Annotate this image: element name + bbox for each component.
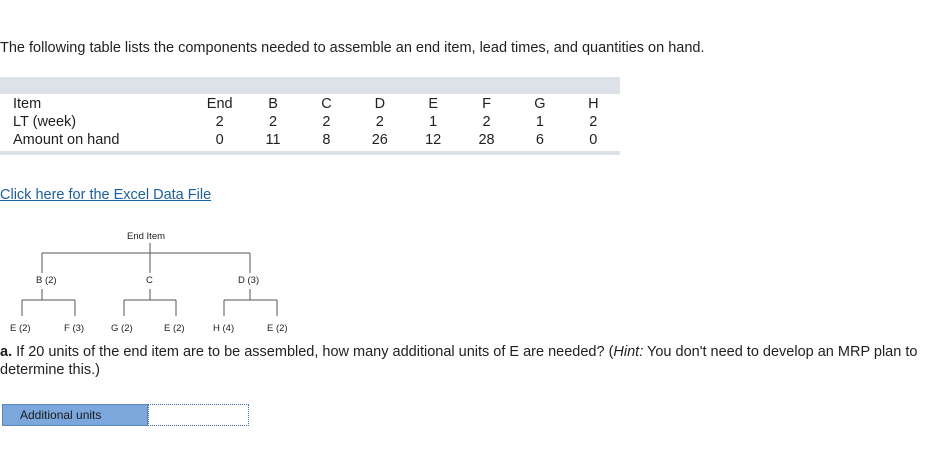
table-cell: 2: [482, 114, 491, 130]
table-row: [0, 113, 620, 131]
table-cell: 2: [215, 114, 224, 130]
tree-node-e-under-d: E (2): [267, 323, 288, 334]
table-cell: 2: [589, 114, 598, 130]
table-cell: G: [534, 96, 546, 112]
table-header-bar: [0, 77, 620, 94]
additional-units-label: Additional units: [2, 404, 148, 426]
row-label: Item: [13, 96, 42, 112]
table-cell: 28: [478, 132, 495, 148]
table-body: [0, 95, 620, 149]
table-footer-bar: [0, 151, 620, 155]
table-cell: 1: [429, 114, 438, 130]
table-row: [0, 95, 620, 113]
row-label: LT (week): [13, 114, 77, 130]
table-row: [0, 131, 620, 149]
additional-units-input[interactable]: [148, 404, 249, 426]
table-cell: 2: [322, 114, 331, 130]
question-a: [0, 343, 930, 379]
tree-node-g: G (2): [111, 323, 133, 334]
tree-node-end-item: End Item: [127, 231, 166, 242]
tree-node-e-under-b: E (2): [10, 323, 31, 334]
table-cell: 2: [269, 114, 278, 130]
tree-node-b: B (2): [36, 275, 57, 286]
table-cell: F: [482, 96, 491, 112]
table-cell: E: [428, 96, 439, 112]
hint-label: Hint:: [613, 344, 644, 360]
question-text-1: If 20 units of the end item are to be assembled, how many additional units of E are needed? (: [12, 344, 614, 360]
table-cell: End: [206, 96, 233, 112]
excel-data-file-link[interactable]: Click here for the Excel Data File: [0, 187, 212, 203]
table-cell: 8: [322, 132, 331, 148]
table-cell: 1: [535, 114, 544, 130]
table-cell: 12: [425, 132, 442, 148]
intro-text: The following table lists the components needed to assemble an end item, lead times, and quantities on hand.: [0, 40, 705, 56]
table-cell: H: [588, 96, 599, 112]
table-cell: 2: [375, 114, 384, 130]
question-prefix: a.: [0, 344, 13, 360]
table-cell: 0: [589, 132, 598, 148]
table-cell: B: [268, 96, 278, 112]
tree-node-d: D (3): [238, 275, 260, 286]
tree-node-e-under-c: E (2): [164, 323, 185, 334]
question-text-2: You don't need to develop an MRP plan to determine this.): [0, 344, 918, 378]
product-structure-tree: [0, 228, 320, 338]
row-label: Amount on hand: [13, 132, 120, 148]
table-cell: D: [374, 96, 386, 112]
table-cell: 0: [215, 132, 224, 148]
tree-node-f: F (3): [64, 323, 85, 334]
table-cell: 26: [371, 132, 388, 148]
tree-node-h: H (4): [213, 323, 235, 334]
table-cell: C: [321, 96, 332, 112]
tree-node-c: C: [146, 275, 153, 286]
table-cell: 11: [265, 132, 281, 148]
table-cell: 6: [535, 132, 544, 148]
component-table: [0, 77, 620, 155]
